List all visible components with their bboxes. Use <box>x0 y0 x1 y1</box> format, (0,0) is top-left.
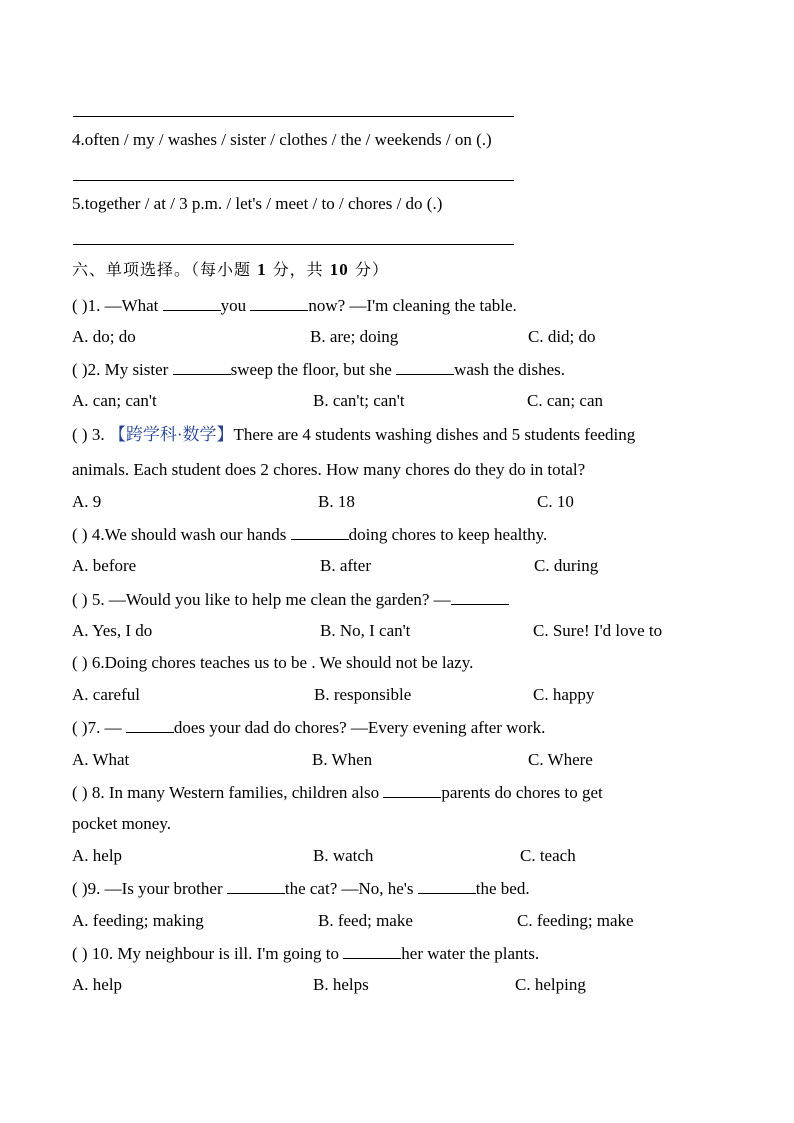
option-b: B. are; doing <box>310 327 399 346</box>
question-3-continued: animals. Each student does 2 chores. How many chores do they do in total? <box>72 460 586 479</box>
option-a: A. 9 <box>72 492 102 511</box>
blank <box>173 359 231 375</box>
option-b: B. watch <box>313 846 374 865</box>
question-6: ( ) 6.Doing chores teaches us to be . We should not be lazy. <box>72 653 474 672</box>
question-7: ( )7. — does your dad do chores? —Every evening after work. <box>72 718 546 737</box>
option-a: A. can; can't <box>72 391 157 410</box>
question-5: ( ) 5. —Would you like to help me clean the garden? — <box>72 589 509 610</box>
option-a: A. What <box>72 750 130 769</box>
blank <box>291 524 349 540</box>
blank <box>418 878 476 894</box>
option-c: C. during <box>534 556 599 575</box>
option-c: C. can; can <box>527 391 603 410</box>
answer-line-5 <box>73 244 514 245</box>
section-heading: 六、单项选择。（每小题 1 分，共 10 分） <box>72 260 389 279</box>
option-c: C. Where <box>528 750 593 769</box>
option-c: C. teach <box>520 846 576 865</box>
question-8: ( ) 8. In many Western families, children also parents do chores to get <box>72 783 603 802</box>
question-4: ( ) 4.We should wash our hands doing chores to keep healthy. <box>72 525 548 544</box>
question-8-continued: pocket money. <box>72 814 171 833</box>
question-10: ( ) 10. My neighbour is ill. I'm going to her water the plants. <box>72 944 540 963</box>
option-a: A. help <box>72 846 123 865</box>
blank <box>250 295 308 311</box>
question-3: ( ) 3. 【跨学科·数学】There are 4 students washing dishes and 5 students feeding <box>72 425 636 444</box>
blank <box>396 359 454 375</box>
option-b: B. responsible <box>314 685 412 704</box>
option-c: C. 10 <box>537 492 574 511</box>
option-a: A. careful <box>72 685 140 704</box>
reorder-question-4: 4.often / my / washes / sister / clothes / the / weekends / on (.) <box>72 130 492 149</box>
option-b: B. When <box>312 750 373 769</box>
blank <box>163 295 221 311</box>
question-9: ( )9. —Is your brother the cat? —No, he's the bed. <box>72 879 530 898</box>
option-a: A. feeding; making <box>72 911 204 930</box>
blank <box>343 943 401 959</box>
answer-line-3 <box>73 116 514 117</box>
option-c: C. helping <box>515 975 586 994</box>
option-b: B. after <box>320 556 371 575</box>
option-b: B. can't; can't <box>313 391 405 410</box>
reorder-question-5: 5.together / at / 3 p.m. / let's / meet / to / chores / do (.) <box>72 194 443 213</box>
option-a: A. do; do <box>72 327 136 346</box>
option-b: B. 18 <box>318 492 355 511</box>
question-2: ( )2. My sister sweep the floor, but she wash the dishes. <box>72 360 566 379</box>
blank <box>383 782 441 798</box>
option-a: A. Yes, I do <box>72 621 153 640</box>
question-1: ( )1. —What you now? —I'm cleaning the table. <box>72 296 517 315</box>
blank <box>126 717 174 733</box>
option-c: C. did; do <box>528 327 596 346</box>
option-a: A. help <box>72 975 123 994</box>
option-c: C. feeding; make <box>517 911 634 930</box>
blank <box>227 878 285 894</box>
answer-line-4 <box>73 180 514 181</box>
option-b: B. helps <box>313 975 369 994</box>
option-b: B. feed; make <box>318 911 413 930</box>
option-c: C. Sure! I'd love to <box>533 621 663 640</box>
option-a: A. before <box>72 556 137 575</box>
cross-subject-tag: 【跨学科·数学】 <box>108 425 234 444</box>
option-b: B. No, I can't <box>320 621 411 640</box>
blank <box>451 589 509 605</box>
option-c: C. happy <box>533 685 595 704</box>
